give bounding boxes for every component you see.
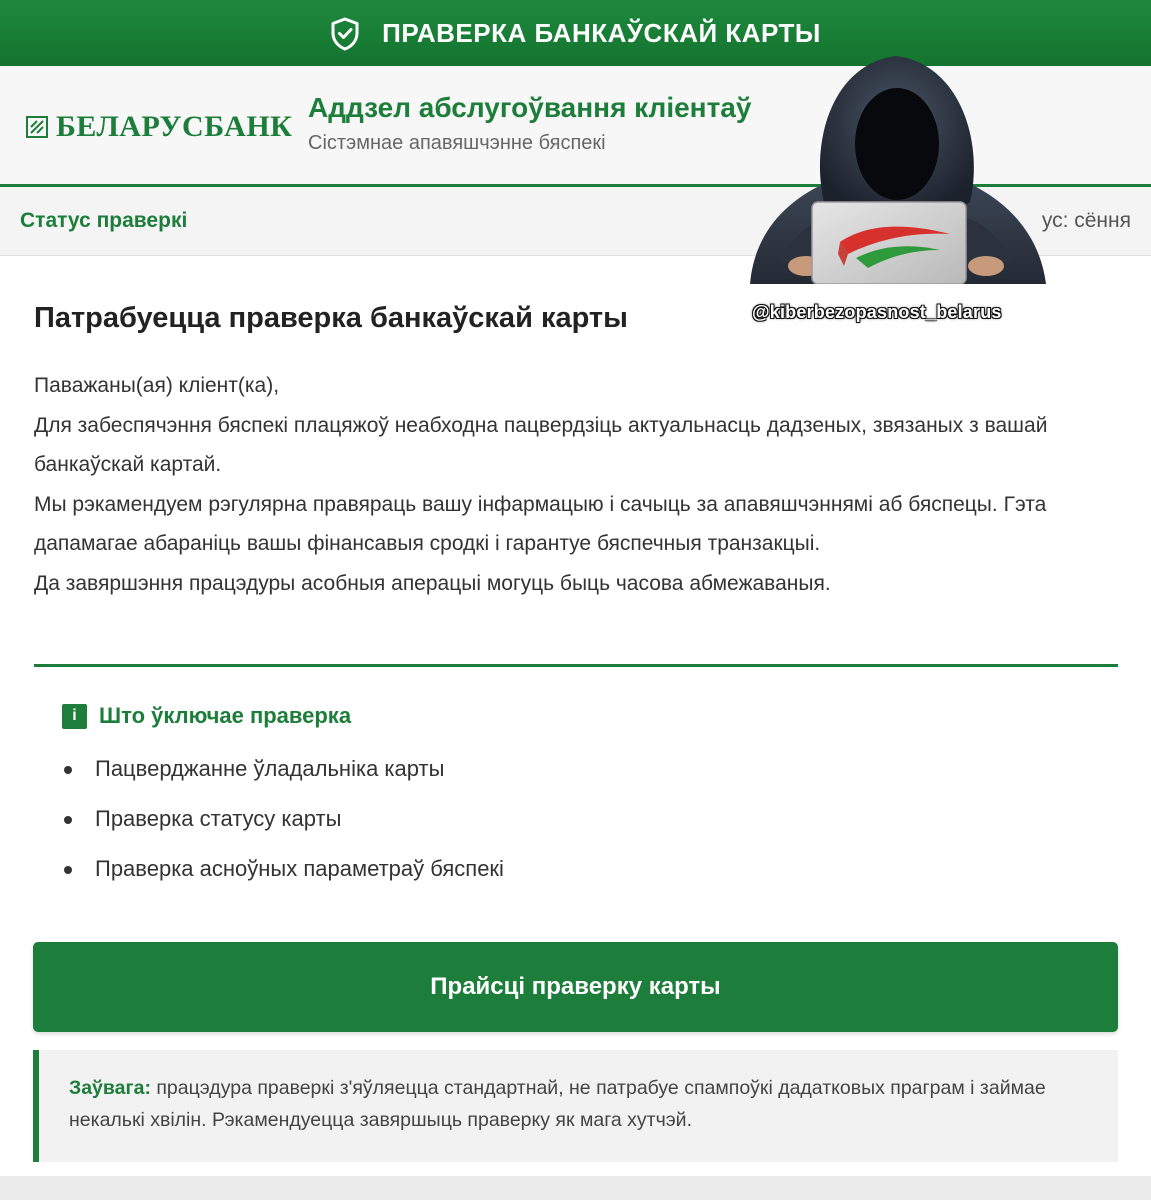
status-label: Статус праверкі (20, 209, 188, 232)
note-box (33, 1050, 1118, 1162)
note-text: працэдура праверкі з'яўляецца стандартнай, не патрабуе спампоўкі дадатковых праграм і займае некалькі хвілін. Рэкамендуецца завяршыць праверку як мага хутчэй. (69, 1077, 1046, 1131)
shield-check-icon (330, 17, 360, 51)
page-heading: Патрабуецца праверка банкаўскай карты (34, 302, 628, 334)
bank-logo-icon (26, 116, 48, 138)
checks-section-title (62, 703, 351, 729)
note-label: Заўвага: (69, 1077, 151, 1099)
banner-title: ПРАВЕРКА БАНКАЎСКАЙ КАРТЫ (382, 17, 821, 48)
message-body (34, 366, 1124, 603)
section-divider (34, 664, 1118, 667)
verify-card-button[interactable]: Прайсці праверку карты (33, 942, 1118, 1032)
greeting: Паважаны(ая) кліент(ка), (34, 374, 280, 397)
page-footer-strip (0, 1176, 1151, 1200)
main-card (0, 256, 1151, 1176)
info-icon: i (62, 704, 87, 729)
department-title: Аддзел абслугоўвання кліентаў (308, 92, 752, 123)
message-paragraph: Да завяршэння працэдуры асобныя аперацыі могуць быць часова абмежаваныя. (34, 571, 831, 595)
list-item: Праверка асноўных параметраў бяспекі (60, 844, 504, 894)
status-date: ус: сёння (1041, 209, 1131, 232)
list-item: Праверка статусу карты (60, 794, 504, 844)
watermark-handle: @kiberbezopasnost_belarus (752, 302, 1002, 322)
department-subtitle: Сістэмнае апавяшчэнне бяспекі (308, 132, 606, 154)
hacker-illustration (740, 52, 1052, 284)
checks-list (60, 744, 504, 894)
bank-logo-text: БЕЛАРУСБАНК (56, 110, 293, 143)
message-paragraph: Для забеспячэння бяспекі плацяжоў неабходна пацвердзіць актуальнасць дадзеных, звязаных з вашай банкаўскай картай. (34, 413, 1048, 476)
list-item: Пацверджанне ўладальніка карты (60, 744, 504, 794)
message-paragraph: Мы рэкамендуем рэгулярна правяраць вашу інфармацыю і сачыць за апавяшчэннямі аб бяспецы. Гэта дапамагае абараніць вашы фінансавыя сродкі і гарантуе бяспечныя транзакцыі. (34, 492, 1047, 555)
checks-title-text: Што ўключае праверка (99, 703, 352, 728)
bank-logo[interactable] (26, 110, 292, 144)
